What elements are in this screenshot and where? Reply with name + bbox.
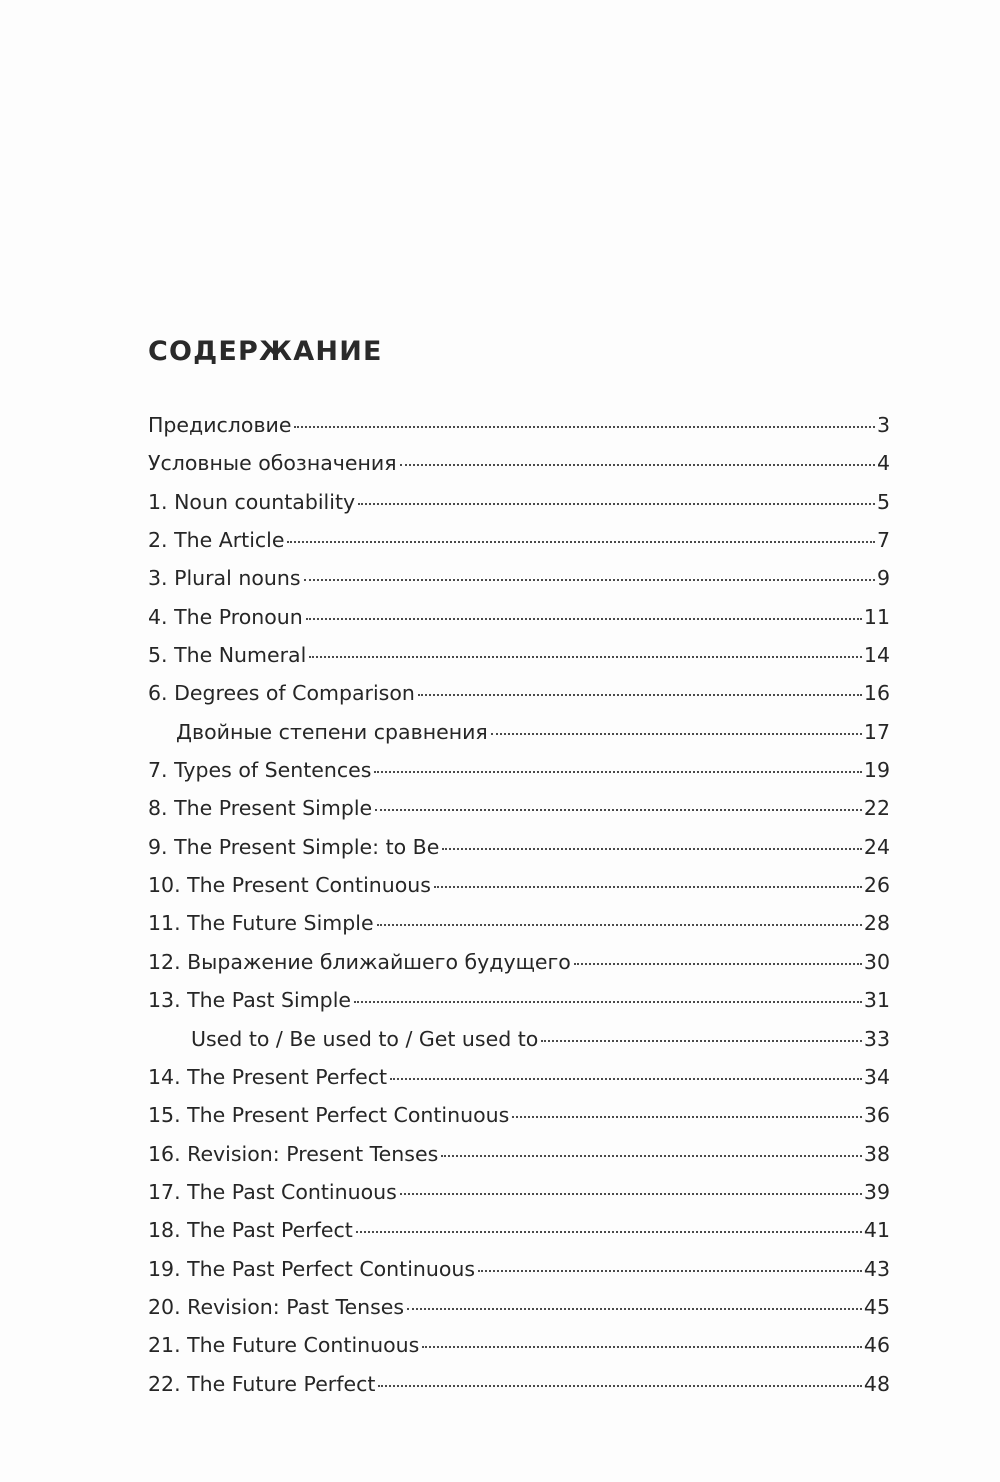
dot-leader bbox=[434, 886, 862, 888]
toc-entry-label: Условные обозначения bbox=[148, 451, 397, 476]
toc-entry-label: 11. The Future Simple bbox=[148, 911, 374, 936]
toc-entry bbox=[148, 1250, 890, 1288]
dot-leader bbox=[512, 1116, 862, 1118]
toc-entry-label: 20. Revision: Past Tenses bbox=[148, 1294, 405, 1319]
toc-entry-label: 21. The Future Continuous bbox=[148, 1333, 420, 1358]
toc-entry-page-number: 16 bbox=[863, 681, 890, 706]
toc-entry bbox=[148, 1096, 890, 1134]
toc-entry-label: 5. The Numeral bbox=[148, 643, 307, 668]
toc-entry bbox=[148, 559, 890, 597]
toc-entry bbox=[148, 713, 890, 751]
dot-leader bbox=[287, 541, 874, 543]
toc-entry-page-number: 36 bbox=[863, 1103, 890, 1128]
dot-leader bbox=[306, 618, 862, 620]
toc-entry bbox=[148, 1135, 890, 1173]
toc-entry-page-number: 5 bbox=[876, 489, 890, 514]
toc-entry-page-number: 14 bbox=[863, 643, 890, 668]
dot-leader bbox=[422, 1346, 862, 1348]
dot-leader bbox=[418, 694, 862, 696]
dot-leader bbox=[442, 848, 862, 850]
toc-entry bbox=[148, 521, 890, 559]
dot-leader bbox=[294, 426, 874, 428]
toc-entry-label: 22. The Future Perfect bbox=[148, 1371, 376, 1396]
toc-entry-page-number: 24 bbox=[863, 834, 890, 859]
toc-entry-label: 8. The Present Simple bbox=[148, 796, 373, 821]
dot-leader bbox=[441, 1155, 862, 1157]
dot-leader bbox=[358, 503, 875, 505]
dot-leader bbox=[390, 1078, 862, 1080]
toc-entry-label: 4. The Pronoun bbox=[148, 604, 303, 629]
toc-entry-label: 6. Degrees of Comparison bbox=[148, 681, 415, 706]
toc-entry-label: 13. The Past Simple bbox=[148, 988, 351, 1013]
toc-entry-label: 14. The Present Perfect bbox=[148, 1064, 388, 1089]
toc-entry-page-number: 46 bbox=[863, 1333, 890, 1358]
dot-leader bbox=[356, 1231, 862, 1233]
toc-entry-page-number: 41 bbox=[863, 1218, 890, 1243]
toc-entry-page-number: 33 bbox=[863, 1026, 890, 1051]
toc-entry-page-number: 7 bbox=[876, 528, 890, 553]
toc-entry bbox=[148, 1020, 890, 1058]
toc-entry-page-number: 30 bbox=[863, 949, 890, 974]
toc-entry bbox=[148, 943, 890, 981]
toc-entry-page-number: 34 bbox=[863, 1064, 890, 1089]
toc-entry-page-number: 48 bbox=[863, 1371, 890, 1396]
dot-leader bbox=[491, 733, 862, 735]
toc-entry-label: 7. Types of Sentences bbox=[148, 758, 372, 783]
toc-entry-page-number: 22 bbox=[863, 796, 890, 821]
toc-entry-page-number: 3 bbox=[876, 413, 890, 437]
toc-entry-label: 16. Revision: Present Tenses bbox=[148, 1141, 439, 1166]
toc-entry-label: 1. Noun countability bbox=[148, 489, 356, 514]
toc-entry-label: 10. The Present Continuous bbox=[148, 873, 431, 898]
toc-entry-page-number: 11 bbox=[863, 604, 890, 629]
toc-entry bbox=[148, 828, 890, 866]
dot-leader bbox=[309, 656, 862, 658]
toc-entry bbox=[148, 598, 890, 636]
toc-entry bbox=[148, 483, 890, 521]
toc-entry-label: 2. The Article bbox=[148, 528, 285, 553]
toc-entry-label: 12. Выражение ближайшего будущего bbox=[148, 949, 571, 974]
toc-entry-page-number: 31 bbox=[863, 988, 890, 1013]
toc-entry-page-number: 45 bbox=[863, 1294, 890, 1319]
toc-entry bbox=[148, 1211, 890, 1249]
dot-leader bbox=[304, 579, 875, 581]
toc-entry bbox=[148, 1058, 890, 1096]
toc-entry-page-number: 28 bbox=[863, 911, 890, 936]
toc-entry-label: Used to / Be used to / Get used to bbox=[191, 1026, 539, 1051]
dot-leader bbox=[354, 1001, 862, 1003]
dot-leader bbox=[478, 1270, 862, 1272]
toc-entry bbox=[148, 444, 890, 482]
toc-title: СОДЕРЖАНИЕ bbox=[148, 336, 383, 367]
toc-entry bbox=[148, 751, 890, 789]
toc-entry-page-number: 39 bbox=[863, 1179, 890, 1204]
toc-entry-label: 15. The Present Perfect Continuous bbox=[148, 1103, 510, 1128]
toc-entry-page-number: 4 bbox=[876, 451, 890, 476]
toc-entry bbox=[148, 1326, 890, 1364]
dot-leader bbox=[375, 809, 862, 811]
toc-entry-page-number: 43 bbox=[863, 1256, 890, 1281]
toc-entry-page-number: 9 bbox=[876, 566, 890, 591]
dot-leader bbox=[378, 1385, 862, 1387]
toc-entry-label: 9. The Present Simple: to Be bbox=[148, 834, 440, 859]
toc-entry bbox=[148, 1365, 890, 1403]
dot-leader bbox=[374, 771, 861, 773]
toc-entry bbox=[148, 789, 890, 827]
toc-entry bbox=[148, 636, 890, 674]
toc-entry-page-number: 19 bbox=[863, 758, 890, 783]
toc-entry-label: Предисловие bbox=[148, 413, 292, 437]
toc-entry-page-number: 17 bbox=[863, 719, 890, 744]
toc-entry bbox=[148, 981, 890, 1019]
toc-entry-label: 17. The Past Continuous bbox=[148, 1179, 397, 1204]
dot-leader bbox=[574, 963, 862, 965]
toc-entry-label: 3. Plural nouns bbox=[148, 566, 301, 591]
toc-entry bbox=[148, 674, 890, 712]
toc-entry bbox=[148, 904, 890, 942]
dot-leader bbox=[407, 1308, 862, 1310]
dot-leader bbox=[400, 1193, 862, 1195]
toc-entry bbox=[148, 406, 890, 444]
toc-entry-page-number: 38 bbox=[863, 1141, 890, 1166]
dot-leader bbox=[377, 924, 862, 926]
toc-entry-label: 19. The Past Perfect Continuous bbox=[148, 1256, 476, 1281]
toc-list bbox=[148, 406, 890, 1403]
toc-entry-label: Двойные степени сравнения bbox=[176, 719, 488, 744]
toc-entry-page-number: 26 bbox=[863, 873, 890, 898]
toc-entry-label: 18. The Past Perfect bbox=[148, 1218, 353, 1243]
dot-leader bbox=[541, 1040, 862, 1042]
toc-entry bbox=[148, 866, 890, 904]
dot-leader bbox=[400, 464, 875, 466]
toc-entry bbox=[148, 1288, 890, 1326]
toc-entry bbox=[148, 1173, 890, 1211]
